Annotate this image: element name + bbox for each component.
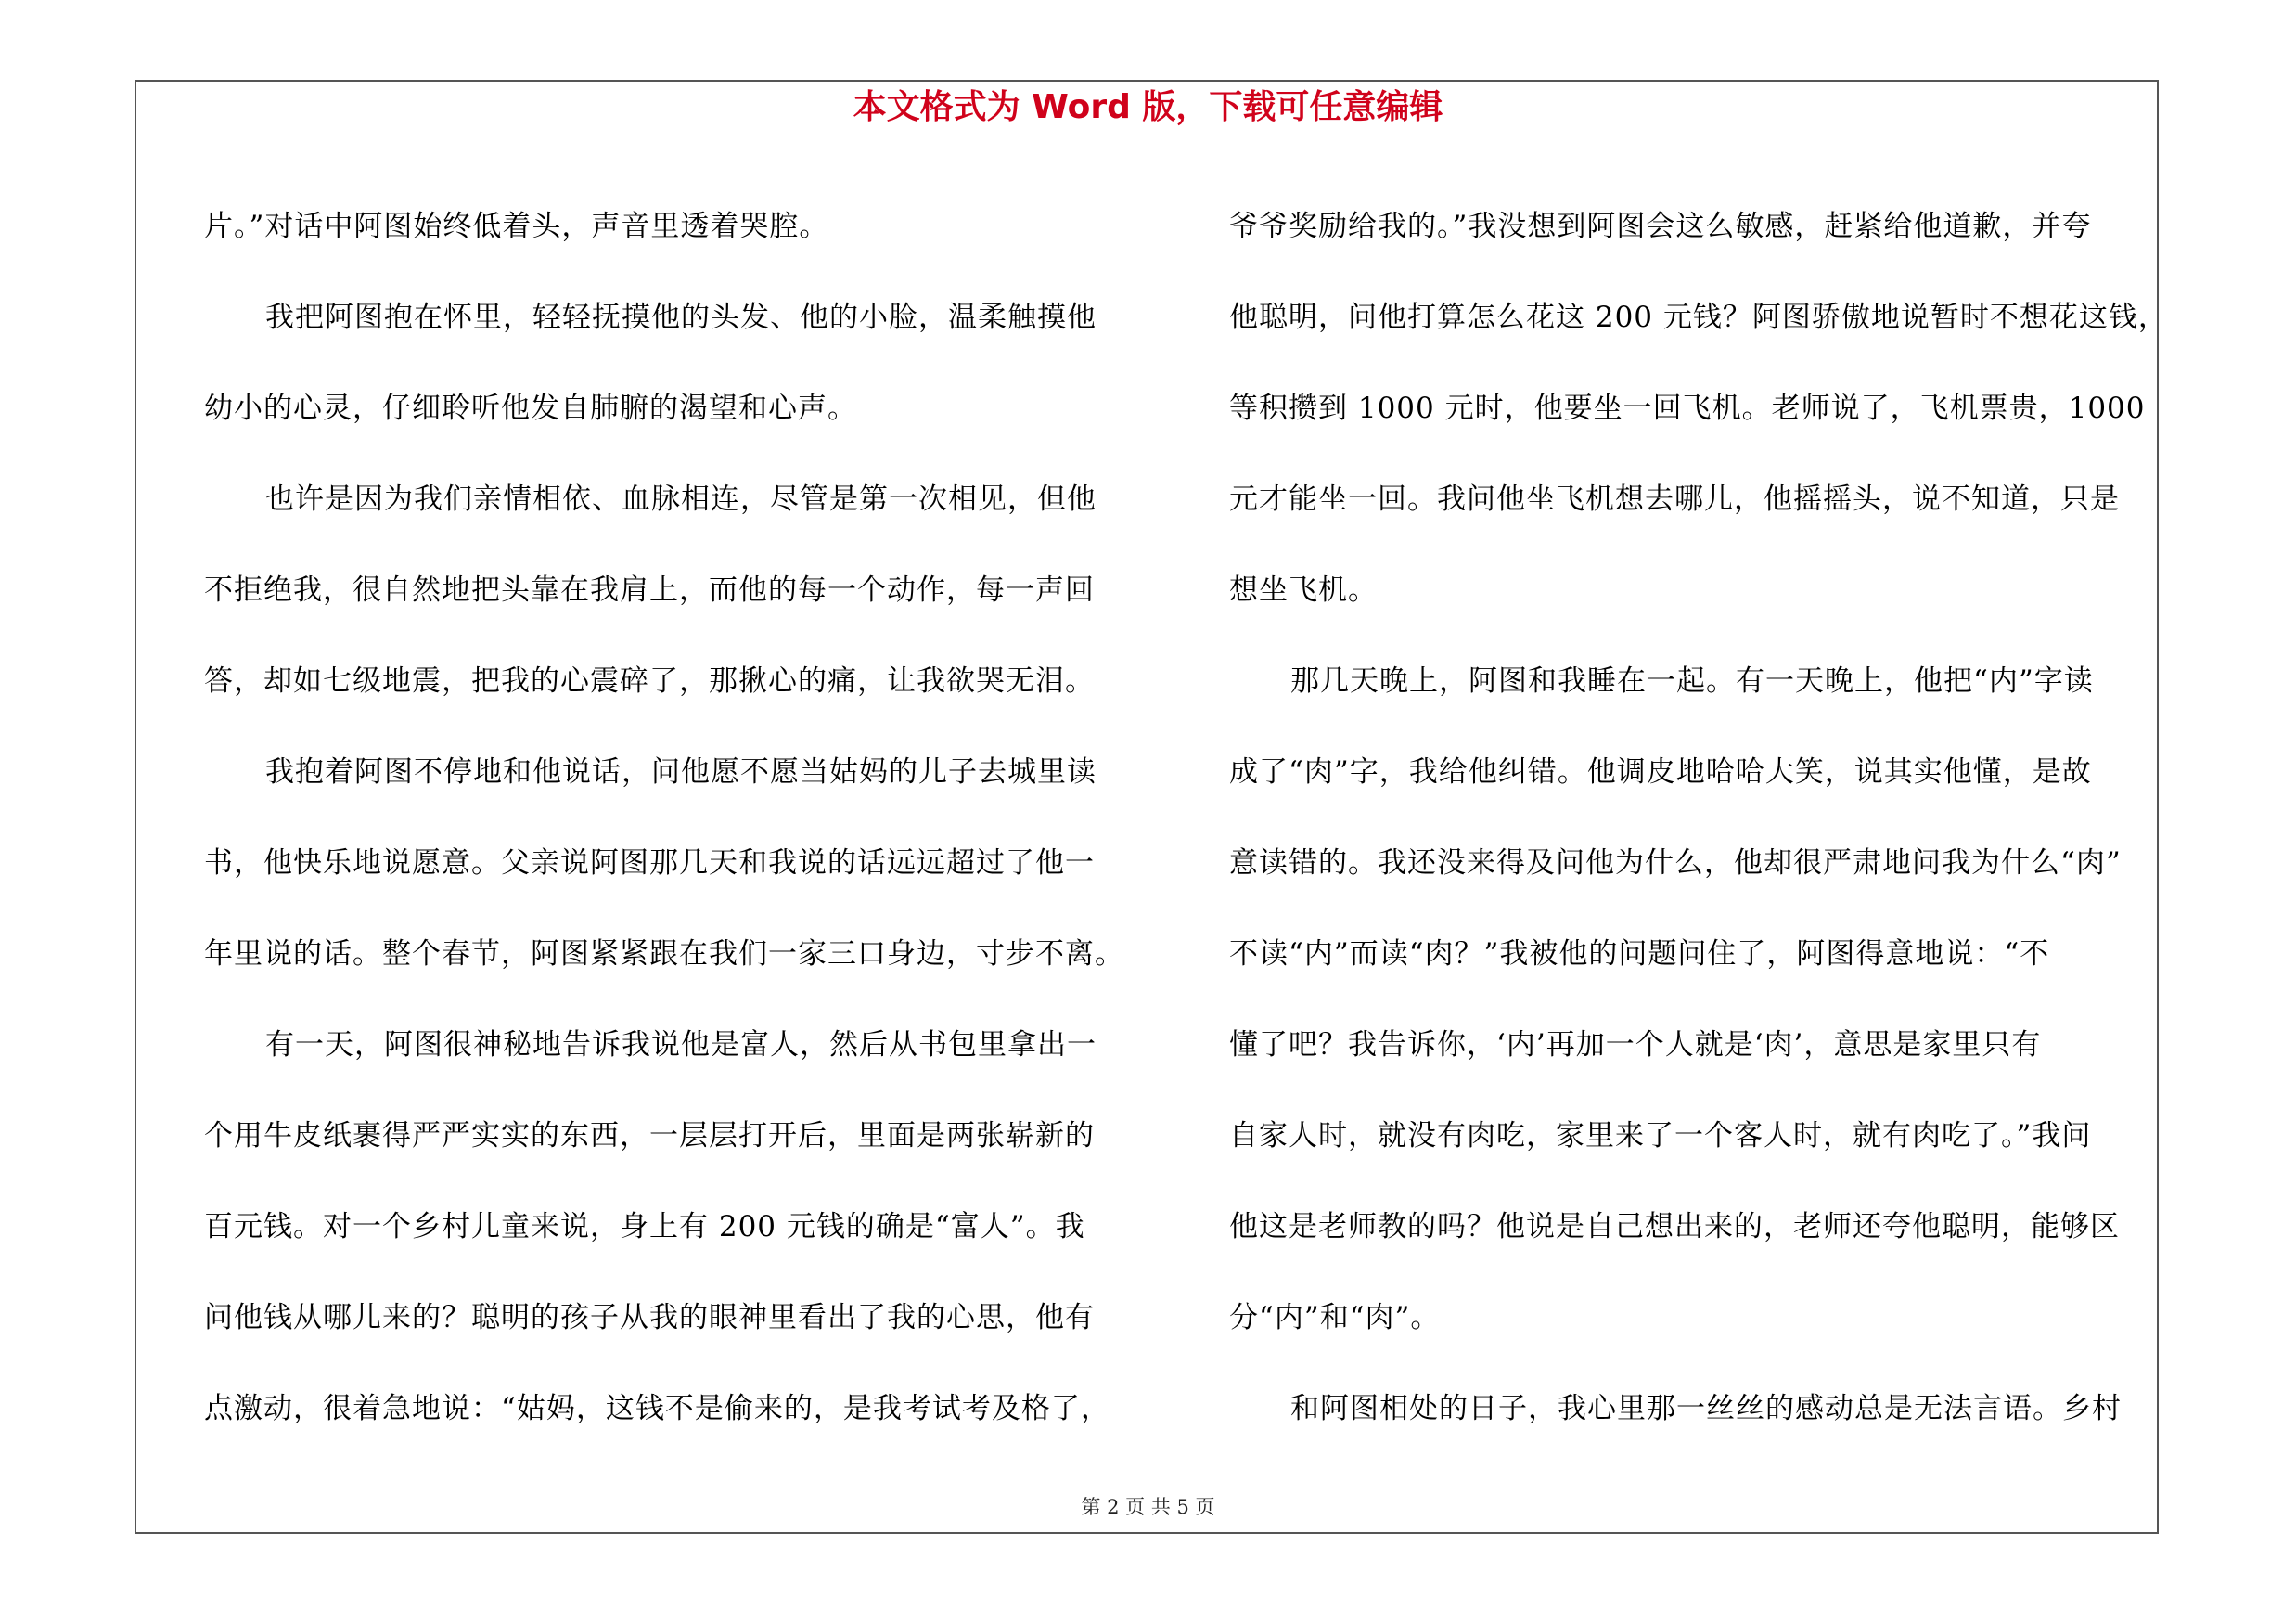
left-text-column: [204, 181, 1148, 1454]
text-line: 和阿图相处的日子，我心里那一丝丝的感动总是无法言语。乡村: [1290, 1392, 2122, 1425]
text-line: 个用牛皮纸裹得严严实实的东西，一层层打开后，里面是两张崭新的: [204, 1119, 1095, 1153]
text-line: 答，却如七级地震，把我的心震碎了，那揪心的痛，让我欲哭无泪。: [204, 664, 1095, 698]
text-line: 自家人时，就没有肉吃，家里来了一个客人时，就有肉吃了。”我问: [1229, 1119, 2092, 1153]
text-line: 那几天晚上，阿图和我睡在一起。有一天晚上，他把“内”字读: [1290, 664, 2094, 698]
right-text-column: [1229, 181, 2174, 1454]
text-line: 幼小的心灵，仔细聆听他发自肺腑的渴望和心声。: [204, 392, 857, 425]
text-line: 意读错的。我还没来得及问他为什么，他却很严肃地问我为什么“肉”: [1229, 846, 2122, 880]
text-line: 问他钱从哪儿来的？聪明的孩子从我的眼神里看出了我的心思，他有: [204, 1301, 1095, 1334]
text-line: 百元钱。对一个乡村儿童来说，身上有 200 元钱的确是“富人”。我: [204, 1210, 1085, 1243]
text-line: 他这是老师教的吗？他说是自己想出来的，老师还夸他聪明，能够区: [1229, 1210, 2120, 1243]
text-line: 元才能坐一回。我问他坐飞机想去哪儿，他摇摇头，说不知道，只是: [1229, 483, 2120, 516]
text-line: 我把阿图抱在怀里，轻轻抚摸他的头发、他的小脸，温柔触摸他: [265, 301, 1097, 334]
text-line: 分“内”和“肉”。: [1229, 1301, 1441, 1334]
format-banner: 本文格式为 Word 版，下载可任意编辑: [853, 88, 1443, 126]
text-line: 懂了吧？我告诉你，‘内’再加一个人就是‘肉’，意思是家里只有: [1229, 1028, 2042, 1062]
text-line: 书，他快乐地说愿意。父亲说阿图那几天和我说的话远远超过了他一: [204, 846, 1095, 880]
text-line: 点激动，很着急地说：“姑妈，这钱不是偷来的，是我考试考及格了，: [204, 1392, 1110, 1425]
text-line: 他聪明，问他打算怎么花这 200 元钱？阿图骄傲地说暂时不想花这钱，: [1229, 301, 2168, 334]
page-number-footer: 第 2 页 共 5 页: [1081, 1496, 1215, 1518]
text-line: 成了“肉”字，我给他纠错。他调皮地哈哈大笑，说其实他懂，是故: [1229, 755, 2092, 789]
text-line: 年里说的话。整个春节，阿图紧紧跟在我们一家三口身边，寸步不离。: [204, 937, 1124, 971]
text-line: 也许是因为我们亲情相依、血脉相连，尽管是第一次相见，但他: [265, 483, 1097, 516]
text-line: 等积攒到 1000 元时，他要坐一回飞机。老师说了，飞机票贵，1000: [1229, 392, 2146, 425]
text-line: 我抱着阿图不停地和他说话，问他愿不愿当姑妈的儿子去城里读: [265, 755, 1097, 789]
text-line: 想坐飞机。: [1229, 573, 1378, 607]
text-line: 爷爷奖励给我的。”我没想到阿图会这么敏感，赶紧给他道歉，并夸: [1229, 210, 2092, 243]
text-line: 有一天，阿图很神秘地告诉我说他是富人，然后从书包里拿出一: [265, 1028, 1097, 1062]
text-line: 不读“内”而读“肉？”我被他的问题问住了，阿图得意地说：“不: [1229, 937, 2050, 971]
text-line: 不拒绝我，很自然地把头靠在我肩上，而他的每一个动作，每一声回: [204, 573, 1095, 607]
text-line: 片。”对话中阿图始终低着头，声音里透着哭腔。: [204, 210, 829, 243]
